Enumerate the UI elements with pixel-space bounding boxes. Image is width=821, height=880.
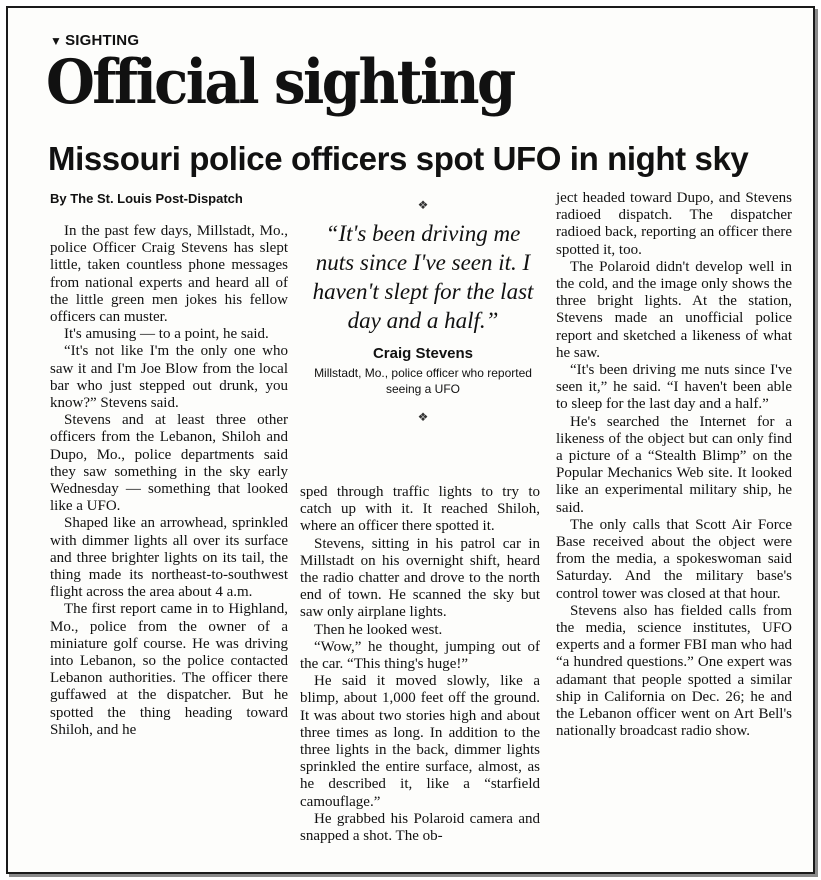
paragraph: Stevens and at least three other officers from the Lebanon, Shiloh and Dupo, Mo., police departments said they saw something in the sky early Wednesday — something that looked like a UFO. <box>50 412 288 515</box>
paragraph: Shaped like an arrowhead, sprinkled with dimmer lights all over its surface and three brighter lights on its tail, the thing made its northeast-to-southwest flight across the area about 4 a.m. <box>50 515 288 601</box>
paragraph: sped through traffic lights to try to catch up with it. It reached Shiloh, where an officer there spotted it. <box>300 484 540 535</box>
byline: By The St. Louis Post-Dispatch <box>50 191 243 206</box>
paragraph: He's searched the Internet for a likeness of the object but can only find a picture of a “Stealth Blimp” on the Popular Mechanics Web site. It looked like an experimental military ship, he said. <box>556 413 792 516</box>
paragraph: Stevens, sitting in his patrol car in Millstadt on his overnight shift, heard the radio chatter and drove to the north end of town. He scanned the sky but saw only airplane lights. <box>300 535 540 621</box>
pull-quote-role: Millstadt, Mo., police officer who reported seeing a UFO <box>314 366 532 396</box>
paragraph: In the past few days, Millstadt, Mo., police Officer Craig Stevens has slept little, taken countless phone messages from national experts and heard all of the little green men jokes his fellow officers can muster. <box>50 223 288 326</box>
paragraph: The first report came in to Highland, Mo., police from the owner of a miniature golf course. He was driving into Lebanon, so the police contacted Lebanon authorities. The officer there guffawed at the dispatcher. But he spotted the thing heading toward Shiloh, and he <box>50 601 288 738</box>
subheadline: Missouri police officers spot UFO in night sky <box>48 140 749 177</box>
triangle-down-icon: ▼ <box>50 34 63 48</box>
paragraph: Stevens also has fielded calls from the media, science institutes, UFO experts and a former FBI man who had “a hundred questions.” One expert was adamant that people spotted a similar ship in California on Dec. 26; he and the Lebanon officer went on Art Bell's nationally broadcast radio show. <box>556 602 792 740</box>
kicker-label: SIGHTING <box>65 32 140 49</box>
paragraph: “It's been driving me nuts since I've seen it,” he said. “I haven't been able to sleep for the last day and a half.” <box>556 362 792 413</box>
paragraph: “It's not like I'm the only one who saw it and I'm Joe Blow from the local bar who just stepped out drunk, you know?” Stevens said. <box>50 343 288 412</box>
article-column-2 <box>300 484 540 845</box>
paragraph: ject headed toward Dupo, and Stevens radioed dispatch. The dispatcher radioed back, reporting an officer there spotted it, too. <box>556 190 792 258</box>
paragraph: Then he looked west. <box>314 621 443 638</box>
diamond-ornament-icon: ❖ <box>417 410 429 424</box>
diamond-ornament-icon: ❖ <box>417 198 429 212</box>
article-column-1 <box>50 223 288 739</box>
pull-quote <box>306 199 540 423</box>
paragraph: “Wow,” he thought, jumping out of the car. “This thing's huge!” <box>300 638 540 673</box>
paragraph: It's amusing — to a point, he said. <box>64 326 269 343</box>
pull-quote-text: “It's been driving me nuts since I've seen it. I haven't slept for the last day and a half.” <box>312 221 534 333</box>
paragraph: He said it moved slowly, like a blimp, about 1,000 feet off the ground. It was about two stories high and about three times as long. In addition to the three lights in the back, dimmer lights sprinkled the entire surface, almost, as he described it, like a “starfield camouflage.” <box>300 673 540 810</box>
pull-quote-name: Craig Stevens <box>372 345 474 362</box>
paragraph: The Polaroid didn't develop well in the cold, and the image only shows the three bright lights. At the station, Stevens made an unofficial police report and sketched a likeness of what he saw. <box>556 258 792 361</box>
headline: Official sighting <box>46 47 514 118</box>
article-column-3 <box>556 190 792 741</box>
paragraph: He grabbed his Polaroid camera and snapped a shot. The ob- <box>300 810 540 845</box>
paragraph: The only calls that Scott Air Force Base received about the object were from the media, a spokeswoman said Saturday. And the military base's control tower was closed at that hour. <box>556 516 792 602</box>
